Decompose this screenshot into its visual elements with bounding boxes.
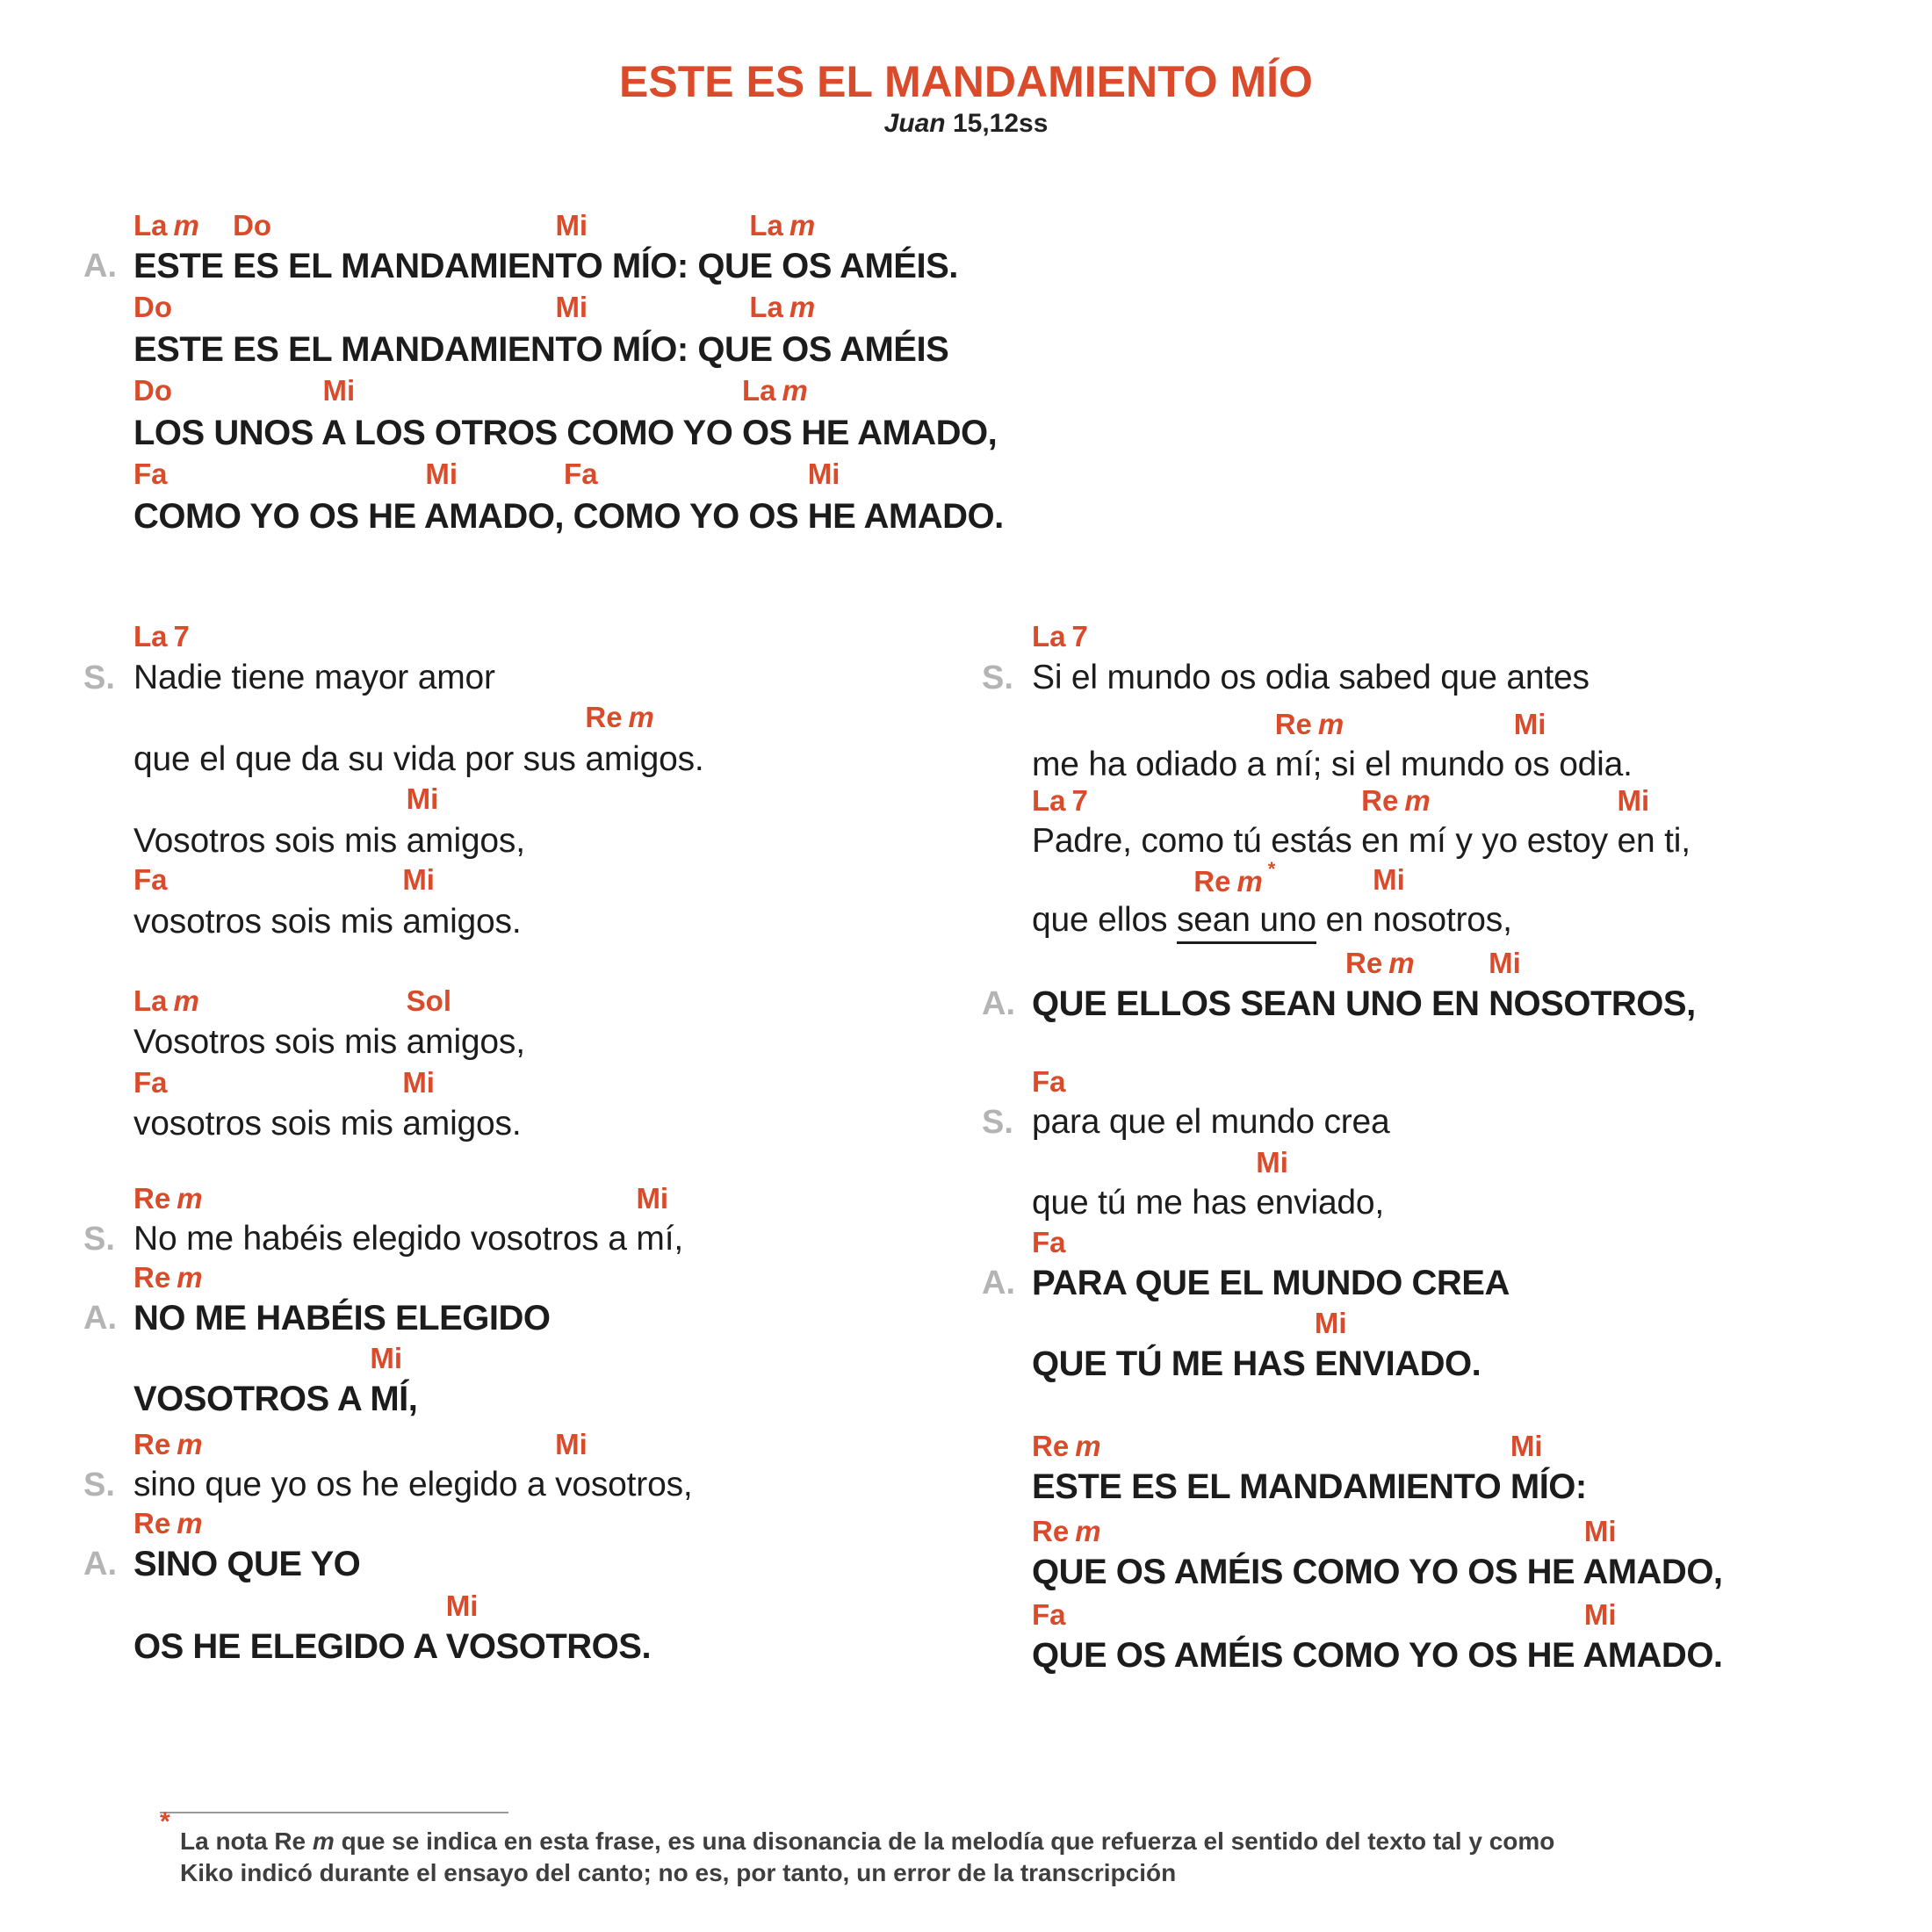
chord: Re m [133, 1507, 203, 1539]
chord-minor: m [628, 701, 654, 733]
lyric-line: ESTE ES EL MANDAMIENTO MÍO: QUE OS AMÉIS. [133, 247, 958, 285]
chord: Mi [555, 209, 588, 242]
lyric-line: ESTE ES EL MANDAMIENTO MÍO: QUE OS AMÉIS [133, 330, 949, 369]
chord: Mi [636, 1182, 669, 1215]
chord: La m [749, 291, 816, 323]
chord-minor: m [1075, 1430, 1101, 1462]
lyric-line: LOS UNOS A LOS OTROS COMO YO OS HE AMADO, [133, 414, 998, 452]
lyric-line: me ha odiado a mí; si el mundo os odia. [1032, 746, 1633, 783]
chord: La 7 [1032, 784, 1088, 817]
lyric-line: sino que yo os he elegido a vosotros, [133, 1466, 693, 1503]
lyric-line: OS HE ELEGIDO A VOSOTROS. [133, 1627, 652, 1666]
chord: La 7 [133, 620, 190, 652]
underlined-text: sean uno [1177, 901, 1316, 944]
scripture-reference [0, 109, 1932, 139]
lyric-line: QUE TÚ ME HAS ENVIADO. [1032, 1344, 1481, 1383]
song-title: ESTE ES EL MANDAMIENTO MÍO [619, 57, 1313, 106]
lyric-line: QUE OS AMÉIS COMO YO OS HE AMADO, [1032, 1553, 1723, 1591]
chord: La m [133, 984, 199, 1017]
lyric-line: Vosotros sois mis amigos, [133, 822, 525, 860]
chord: Re m [585, 701, 654, 733]
chord-suffix: 7 [1071, 784, 1088, 817]
chord: Mi [1513, 708, 1546, 740]
section-marker: A. [982, 985, 1015, 1022]
section-marker: A. [83, 248, 117, 285]
chord: Re m [133, 1428, 203, 1460]
chord-minor: m [173, 209, 199, 242]
section-marker: A. [83, 1546, 117, 1582]
chord-minor: m [177, 1182, 203, 1215]
chord: Mi [807, 458, 840, 490]
chord: Mi [370, 1342, 403, 1374]
chord: Re m [1345, 947, 1415, 979]
chord: Fa [1032, 1065, 1066, 1098]
lyric-line: ESTE ES EL MANDAMIENTO MÍO: [1032, 1467, 1587, 1506]
chord: La m [133, 209, 199, 242]
lyric-line: VOSOTROS A MÍ, [133, 1380, 418, 1418]
lyric-line: No me habéis elegido vosotros a mí, [133, 1220, 683, 1258]
chord-minor: m [177, 1428, 203, 1460]
chord: Do [133, 291, 172, 323]
chord: Re m [1032, 1430, 1101, 1462]
footnote-line: La nota Re m que se indica en esta frase, es una disonancia de la melodía que refuerza el sentido del texto tal y como [180, 1827, 1555, 1855]
section-marker: A. [83, 1300, 117, 1337]
scripture-verse: 15,12ss [945, 109, 1049, 138]
lyric-line: QUE ELLOS SEAN UNO EN NOSOTROS, [1032, 984, 1696, 1023]
chord: Mi [1617, 784, 1650, 817]
chord-minor: m [177, 1261, 203, 1294]
lyric-line: Si el mundo os odia sabed que antes [1032, 659, 1590, 696]
chord: La m [749, 209, 816, 242]
chord: Re m * [1193, 858, 1276, 898]
lyric-line: QUE OS AMÉIS COMO YO OS HE AMADO. [1032, 1636, 1723, 1675]
chord: Mi [555, 1428, 588, 1460]
section-marker: S. [83, 1221, 115, 1258]
chord: Mi [1314, 1307, 1347, 1339]
chord: Mi [402, 863, 435, 896]
lyric-line: COMO YO OS HE AMADO, COMO YO OS HE AMADO. [133, 497, 1004, 536]
chord: Re m [1361, 784, 1431, 817]
chord: Re m [133, 1261, 203, 1294]
lyric-line: que el que da su vida por sus amigos. [133, 740, 704, 778]
chord: Mi [1373, 863, 1405, 896]
footnote-asterisk: * [160, 1807, 170, 1836]
chord: Re m [1274, 708, 1344, 740]
chord: Re m [1032, 1515, 1101, 1547]
chord: La m [741, 374, 808, 407]
chord: Mi [1583, 1515, 1617, 1547]
chord: Mi [1256, 1146, 1288, 1179]
chord-footnote-asterisk: * [1267, 858, 1276, 880]
chord-suffix: 7 [173, 620, 190, 652]
chord: Fa [133, 458, 168, 490]
lyric-line: para que el mundo crea [1032, 1103, 1390, 1141]
chord: Fa [1032, 1598, 1066, 1631]
chord: Do [133, 374, 172, 407]
section-marker: S. [83, 1467, 115, 1503]
chord-minor: m [1404, 784, 1431, 817]
chord: La 7 [1032, 620, 1088, 652]
chord: Fa [133, 863, 168, 896]
chord-minor: m [789, 209, 816, 242]
lyric-line: vosotros sois mis amigos. [133, 1105, 522, 1143]
footnote-line: Kiko indicó durante el ensayo del canto; no es, por tanto, un error de la transcripción [180, 1859, 1177, 1886]
chord: Mi [406, 782, 439, 815]
footnote-divider [160, 1812, 508, 1813]
lyric-line: SINO QUE YO [133, 1545, 361, 1583]
chord-minor: m [1236, 865, 1263, 898]
lyric-line: Padre, como tú estás en mí y yo estoy en ti, [1032, 822, 1690, 860]
section-marker: S. [982, 660, 1013, 696]
section-marker: S. [982, 1104, 1013, 1141]
chord: Do [233, 209, 272, 242]
section-marker: S. [83, 660, 115, 696]
chord: Fa [564, 458, 598, 490]
chord: Mi [555, 291, 588, 323]
chord-minor: m [1317, 708, 1344, 740]
lyric-line: Vosotros sois mis amigos, [133, 1023, 525, 1061]
chord: Mi [322, 374, 356, 407]
lyric-line: que tú me has enviado, [1032, 1184, 1385, 1222]
lyric-line: NO ME HABÉIS ELEGIDO [133, 1299, 551, 1337]
chord-minor: m [789, 291, 816, 323]
chord: Mi [1510, 1430, 1543, 1462]
chord: Sol [406, 984, 452, 1017]
chord: Mi [445, 1590, 479, 1622]
chord-minor: m [1075, 1515, 1101, 1547]
footnote-chord-minor: m [312, 1827, 335, 1855]
lyric-line: que ellos sean uno en nosotros, [1032, 903, 1512, 937]
lyric-line: PARA QUE EL MUNDO CREA [1032, 1264, 1510, 1302]
chord: Mi [1489, 947, 1521, 979]
chord-minor: m [1388, 947, 1415, 979]
chord: Mi [402, 1066, 435, 1099]
chord-minor: m [177, 1507, 203, 1539]
chord-minor: m [782, 374, 808, 407]
chord: Mi [1583, 1598, 1617, 1631]
chord-suffix: 7 [1071, 620, 1088, 652]
chord: Mi [425, 458, 458, 490]
lyric-line: vosotros sois mis amigos. [133, 903, 522, 941]
scripture-book: Juan [883, 109, 946, 138]
chord: Fa [133, 1066, 168, 1099]
chord: Re m [133, 1182, 203, 1215]
chord-minor: m [173, 984, 199, 1017]
lyric-line: Nadie tiene mayor amor [133, 659, 495, 696]
chord: Fa [1032, 1226, 1066, 1258]
section-marker: A. [982, 1265, 1015, 1301]
